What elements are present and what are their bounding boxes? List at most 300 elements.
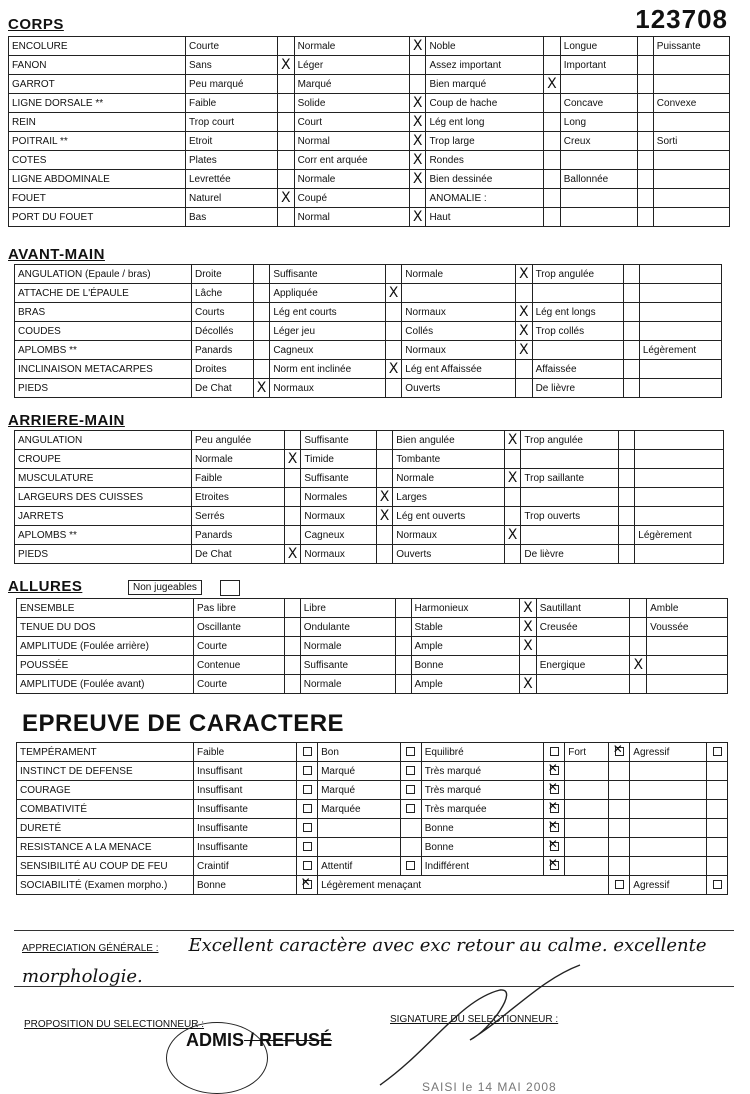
option-cell: De Chat	[192, 379, 254, 398]
option-cell	[521, 450, 619, 469]
check-mark[interactable]	[376, 526, 393, 545]
option-cell: Voussée	[647, 618, 728, 637]
option-checkbox[interactable]	[707, 762, 728, 781]
option-cell	[565, 762, 609, 781]
check-mark[interactable]	[284, 637, 300, 656]
option-cell: Ouverts	[393, 545, 505, 564]
table-row	[15, 545, 724, 564]
option-checkbox[interactable]	[297, 876, 318, 895]
check-mark[interactable]	[385, 322, 402, 341]
check-mark[interactable]	[637, 132, 653, 151]
option-checkbox[interactable]	[400, 781, 421, 800]
check-mark[interactable]	[277, 208, 294, 227]
check-mark[interactable]	[253, 360, 270, 379]
check-mark[interactable]	[623, 360, 639, 379]
row-label: BRAS	[15, 303, 192, 322]
option-cell: Bien dessinée	[426, 170, 544, 189]
check-mark[interactable]: X	[520, 599, 537, 618]
option-checkbox[interactable]	[297, 762, 318, 781]
row-label: TEMPÉRAMENT	[17, 743, 194, 762]
option-checkbox[interactable]	[609, 762, 630, 781]
option-cell: Légèrement	[635, 526, 724, 545]
option-checkbox[interactable]	[707, 838, 728, 857]
row-label: PIEDS	[15, 379, 192, 398]
option-cell: Lég ent long	[426, 113, 544, 132]
option-cell	[647, 675, 728, 694]
option-cell	[536, 637, 630, 656]
check-mark[interactable]	[544, 94, 561, 113]
check-mark[interactable]: X	[376, 488, 393, 507]
row-label: REIN	[9, 113, 186, 132]
table-row	[17, 781, 728, 800]
option-cell: Léger jeu	[270, 322, 385, 341]
option-cell: Plates	[186, 151, 278, 170]
option-checkbox[interactable]	[400, 800, 421, 819]
check-mark[interactable]: X	[515, 303, 532, 322]
option-cell: Bas	[186, 208, 278, 227]
check-mark[interactable]: X	[409, 113, 426, 132]
non-jugeables-checkbox[interactable]	[220, 580, 240, 596]
check-mark[interactable]	[409, 56, 426, 75]
option-cell: Très marquée	[421, 800, 543, 819]
option-cell: Trop angulée	[532, 265, 623, 284]
option-checkbox[interactable]	[400, 838, 421, 857]
option-cell	[630, 857, 707, 876]
check-mark[interactable]: X	[544, 75, 561, 94]
check-mark[interactable]: X	[515, 341, 532, 360]
check-mark[interactable]	[277, 170, 294, 189]
divider	[14, 930, 734, 931]
checkbox-icon	[406, 804, 415, 813]
check-mark[interactable]: X	[409, 170, 426, 189]
option-cell: Bien angulée	[393, 431, 505, 450]
checkbox-icon	[713, 747, 722, 756]
option-cell	[560, 75, 637, 94]
checkbox-icon	[550, 842, 559, 851]
option-cell: Ondulante	[300, 618, 395, 637]
check-mark[interactable]	[284, 618, 300, 637]
table-row	[15, 360, 722, 379]
option-checkbox[interactable]	[544, 800, 565, 819]
check-mark[interactable]	[385, 265, 402, 284]
option-cell: Coupé	[294, 189, 409, 208]
table-row	[17, 819, 728, 838]
option-cell	[653, 208, 729, 227]
option-checkbox[interactable]	[400, 743, 421, 762]
check-mark[interactable]	[637, 151, 653, 170]
option-cell: Normale	[300, 637, 395, 656]
check-mark[interactable]	[253, 322, 270, 341]
check-mark[interactable]	[277, 37, 294, 56]
option-cell	[560, 208, 637, 227]
option-cell	[635, 545, 724, 564]
check-mark[interactable]: X	[515, 322, 532, 341]
option-cell: Sans	[186, 56, 278, 75]
option-cell: Insuffisante	[194, 838, 297, 857]
option-cell	[653, 170, 729, 189]
check-mark[interactable]	[277, 75, 294, 94]
check-mark[interactable]: X	[504, 469, 521, 488]
check-mark[interactable]	[284, 656, 300, 675]
option-checkbox[interactable]	[609, 781, 630, 800]
check-mark[interactable]	[637, 94, 653, 113]
check-mark[interactable]	[544, 132, 561, 151]
option-cell: Serrés	[192, 507, 285, 526]
option-cell: Puissante	[653, 37, 729, 56]
check-mark[interactable]	[515, 360, 532, 379]
option-cell: Indifférent	[421, 857, 543, 876]
check-mark[interactable]	[284, 469, 301, 488]
option-cell	[532, 284, 623, 303]
checkbox-icon	[303, 880, 312, 889]
check-mark[interactable]	[637, 189, 653, 208]
option-checkbox[interactable]	[544, 762, 565, 781]
corps-table	[8, 36, 730, 227]
check-mark[interactable]	[623, 322, 639, 341]
check-mark[interactable]	[284, 675, 300, 694]
section-title-allures: ALLURES	[8, 578, 83, 595]
option-checkbox[interactable]	[297, 819, 318, 838]
table-row	[15, 450, 724, 469]
option-cell: Court	[294, 113, 409, 132]
option-cell: Trop large	[426, 132, 544, 151]
check-mark[interactable]	[623, 284, 639, 303]
option-cell	[565, 819, 609, 838]
table-row	[15, 488, 724, 507]
option-cell	[521, 526, 619, 545]
option-cell: Cagneux	[301, 526, 376, 545]
row-label: COTES	[9, 151, 186, 170]
check-mark[interactable]: X	[277, 189, 294, 208]
checkbox-icon	[550, 785, 559, 794]
check-mark[interactable]: X	[520, 675, 537, 694]
option-cell: Courts	[192, 303, 254, 322]
checkbox-icon	[550, 804, 559, 813]
option-cell: Bonne	[411, 656, 520, 675]
table-row	[9, 37, 730, 56]
option-cell	[653, 56, 729, 75]
option-cell: Lég ent Affaissée	[402, 360, 516, 379]
table-row	[9, 189, 730, 208]
option-cell: Convexe	[653, 94, 729, 113]
check-mark[interactable]: X	[284, 450, 301, 469]
check-mark[interactable]: X	[376, 507, 393, 526]
check-mark[interactable]: X	[385, 284, 402, 303]
check-mark[interactable]	[504, 507, 521, 526]
option-cell: Normaux	[301, 545, 376, 564]
option-cell: Décollés	[192, 322, 254, 341]
row-label: ATTACHE DE L'ÉPAULE	[15, 284, 192, 303]
row-label: SOCIABILITÉ (Examen morpho.)	[17, 876, 194, 895]
row-label: COUDES	[15, 322, 192, 341]
row-label: PIEDS	[15, 545, 192, 564]
table-row	[17, 800, 728, 819]
check-mark[interactable]: X	[284, 545, 301, 564]
option-cell: Naturel	[186, 189, 278, 208]
option-cell: Affaissée	[532, 360, 623, 379]
option-cell: Normale	[192, 450, 285, 469]
option-cell: Léger	[294, 56, 409, 75]
check-mark[interactable]: X	[409, 151, 426, 170]
option-cell: Normal	[294, 208, 409, 227]
option-checkbox[interactable]	[544, 819, 565, 838]
check-mark[interactable]: X	[630, 656, 647, 675]
table-row	[15, 379, 722, 398]
check-mark[interactable]: X	[277, 56, 294, 75]
check-mark[interactable]	[637, 113, 653, 132]
check-mark[interactable]	[385, 379, 402, 398]
option-checkbox[interactable]	[707, 819, 728, 838]
check-mark[interactable]	[544, 56, 561, 75]
option-cell: Droites	[192, 360, 254, 379]
option-checkbox[interactable]	[400, 762, 421, 781]
check-mark[interactable]: X	[385, 360, 402, 379]
option-cell: Longue	[560, 37, 637, 56]
check-mark[interactable]	[385, 303, 402, 322]
option-cell: Ballonnée	[560, 170, 637, 189]
option-cell: Libre	[300, 599, 395, 618]
option-cell: Courte	[194, 637, 285, 656]
checkbox-icon	[713, 880, 722, 889]
check-mark[interactable]	[619, 507, 635, 526]
option-checkbox[interactable]	[609, 838, 630, 857]
option-checkbox[interactable]	[609, 876, 630, 895]
option-cell: Collés	[402, 322, 516, 341]
check-mark[interactable]	[253, 265, 270, 284]
option-checkbox[interactable]	[609, 800, 630, 819]
option-cell: Ample	[411, 637, 520, 656]
checkbox-icon	[406, 747, 415, 756]
option-cell: Trop ouverts	[521, 507, 619, 526]
check-mark[interactable]	[520, 656, 537, 675]
row-label: COMBATIVITÉ	[17, 800, 194, 819]
option-cell: Lég ent ouverts	[393, 507, 505, 526]
check-mark[interactable]: X	[409, 37, 426, 56]
checkbox-icon	[303, 747, 312, 756]
check-mark[interactable]	[284, 431, 301, 450]
option-cell: Corr ent arquée	[294, 151, 409, 170]
option-cell	[560, 151, 637, 170]
option-cell: De Chat	[192, 545, 285, 564]
decision-refuse: REFUSÉ	[259, 1030, 333, 1050]
check-mark[interactable]	[376, 469, 393, 488]
option-cell	[630, 762, 707, 781]
check-mark[interactable]	[544, 208, 561, 227]
check-mark[interactable]: X	[520, 637, 537, 656]
check-mark[interactable]	[623, 379, 639, 398]
option-cell: Haut	[426, 208, 544, 227]
option-cell: Larges	[393, 488, 505, 507]
row-label: PORT DU FOUET	[9, 208, 186, 227]
row-label: APLOMBS **	[15, 526, 192, 545]
check-mark[interactable]	[409, 189, 426, 208]
option-cell: Pas libre	[194, 599, 285, 618]
check-mark[interactable]	[630, 618, 647, 637]
check-mark[interactable]: X	[515, 265, 532, 284]
table-row	[15, 469, 724, 488]
check-mark[interactable]	[630, 637, 647, 656]
option-cell	[560, 189, 637, 208]
table-row	[15, 322, 722, 341]
option-cell	[635, 450, 724, 469]
check-mark[interactable]	[623, 341, 639, 360]
check-mark[interactable]	[637, 170, 653, 189]
option-cell: Faible	[192, 469, 285, 488]
option-cell: Normaux	[402, 303, 516, 322]
option-cell	[630, 781, 707, 800]
option-cell	[635, 488, 724, 507]
table-row	[17, 743, 728, 762]
option-checkbox[interactable]	[297, 857, 318, 876]
check-mark[interactable]	[284, 526, 301, 545]
check-mark[interactable]	[277, 113, 294, 132]
option-cell: Marqué	[294, 75, 409, 94]
check-mark[interactable]: X	[409, 208, 426, 227]
check-mark[interactable]	[637, 56, 653, 75]
row-label: COURAGE	[17, 781, 194, 800]
option-checkbox[interactable]	[707, 857, 728, 876]
check-mark[interactable]: X	[504, 431, 521, 450]
option-cell: Solide	[294, 94, 409, 113]
checkbox-icon	[303, 804, 312, 813]
check-mark[interactable]: X	[504, 526, 521, 545]
option-checkbox[interactable]	[297, 800, 318, 819]
option-cell	[565, 838, 609, 857]
option-checkbox[interactable]	[609, 819, 630, 838]
option-cell: Peu angulée	[192, 431, 285, 450]
option-cell: Suffisante	[301, 431, 376, 450]
option-cell: Légèrement menaçant	[318, 876, 609, 895]
option-cell	[402, 284, 516, 303]
check-mark[interactable]	[504, 450, 521, 469]
check-mark[interactable]	[395, 599, 411, 618]
check-mark[interactable]: X	[253, 379, 270, 398]
avant-main-table	[14, 264, 722, 398]
check-mark[interactable]	[395, 656, 411, 675]
check-mark[interactable]	[630, 675, 647, 694]
check-mark[interactable]	[544, 113, 561, 132]
check-mark[interactable]	[284, 599, 300, 618]
table-row	[17, 656, 728, 675]
option-checkbox[interactable]	[707, 781, 728, 800]
check-mark[interactable]	[623, 265, 639, 284]
option-cell	[630, 819, 707, 838]
option-checkbox[interactable]	[297, 781, 318, 800]
check-mark[interactable]	[544, 189, 561, 208]
option-cell: Levrettée	[186, 170, 278, 189]
check-mark[interactable]	[395, 637, 411, 656]
check-mark[interactable]	[619, 431, 635, 450]
check-mark[interactable]	[544, 37, 561, 56]
option-checkbox[interactable]	[400, 857, 421, 876]
checkbox-icon	[406, 766, 415, 775]
option-cell: Attentif	[318, 857, 401, 876]
option-checkbox[interactable]	[297, 743, 318, 762]
check-mark[interactable]	[619, 545, 635, 564]
check-mark[interactable]	[277, 151, 294, 170]
row-label: AMPLITUDE (Foulée avant)	[17, 675, 194, 694]
check-mark[interactable]	[504, 488, 521, 507]
option-cell: Creusée	[536, 618, 630, 637]
option-checkbox[interactable]	[297, 838, 318, 857]
check-mark[interactable]	[277, 94, 294, 113]
check-mark[interactable]	[515, 379, 532, 398]
option-checkbox[interactable]	[609, 857, 630, 876]
check-mark[interactable]	[253, 303, 270, 322]
check-mark[interactable]	[619, 469, 635, 488]
row-label: GARROT	[9, 75, 186, 94]
check-mark[interactable]	[637, 75, 653, 94]
table-row	[15, 284, 722, 303]
check-mark[interactable]: X	[409, 132, 426, 151]
check-mark[interactable]	[284, 507, 301, 526]
option-cell: Ample	[411, 675, 520, 694]
option-cell: Suffisante	[300, 656, 395, 675]
option-cell	[639, 322, 721, 341]
check-mark[interactable]	[376, 431, 393, 450]
check-mark[interactable]	[619, 450, 635, 469]
check-mark[interactable]	[619, 526, 635, 545]
table-row	[9, 75, 730, 94]
option-cell: Marquée	[318, 800, 401, 819]
row-label: LARGEURS DES CUISSES	[15, 488, 192, 507]
option-checkbox[interactable]	[544, 781, 565, 800]
check-mark[interactable]	[376, 545, 393, 564]
option-checkbox[interactable]	[400, 819, 421, 838]
check-mark[interactable]	[385, 341, 402, 360]
option-cell: Sorti	[653, 132, 729, 151]
check-mark[interactable]	[623, 303, 639, 322]
table-row	[9, 208, 730, 227]
check-mark[interactable]	[504, 545, 521, 564]
check-mark[interactable]	[637, 37, 653, 56]
check-mark[interactable]	[544, 151, 561, 170]
row-label: AMPLITUDE (Foulée arrière)	[17, 637, 194, 656]
option-checkbox[interactable]	[707, 800, 728, 819]
check-mark[interactable]	[253, 284, 270, 303]
check-mark[interactable]	[409, 75, 426, 94]
option-checkbox[interactable]	[707, 876, 728, 895]
option-checkbox[interactable]	[544, 857, 565, 876]
option-checkbox[interactable]	[609, 743, 630, 762]
option-checkbox[interactable]	[544, 743, 565, 762]
check-mark[interactable]	[395, 618, 411, 637]
option-checkbox[interactable]	[544, 838, 565, 857]
option-cell: Panards	[192, 526, 285, 545]
option-cell: Normal	[294, 132, 409, 151]
option-cell: Très marqué	[421, 781, 543, 800]
option-cell: Noble	[426, 37, 544, 56]
check-mark[interactable]	[277, 132, 294, 151]
check-mark[interactable]	[395, 675, 411, 694]
check-mark[interactable]	[544, 170, 561, 189]
check-mark[interactable]	[637, 208, 653, 227]
check-mark[interactable]: X	[520, 618, 537, 637]
table-row	[9, 56, 730, 75]
checkbox-icon	[406, 785, 415, 794]
option-cell: Trop saillante	[521, 469, 619, 488]
check-mark[interactable]	[284, 488, 301, 507]
check-mark[interactable]	[515, 284, 532, 303]
option-checkbox[interactable]	[707, 743, 728, 762]
check-mark[interactable]	[630, 599, 647, 618]
option-cell: Fort	[565, 743, 609, 762]
check-mark[interactable]: X	[409, 94, 426, 113]
check-mark[interactable]	[376, 450, 393, 469]
check-mark[interactable]	[619, 488, 635, 507]
option-cell: Suffisante	[270, 265, 385, 284]
check-mark[interactable]	[253, 341, 270, 360]
